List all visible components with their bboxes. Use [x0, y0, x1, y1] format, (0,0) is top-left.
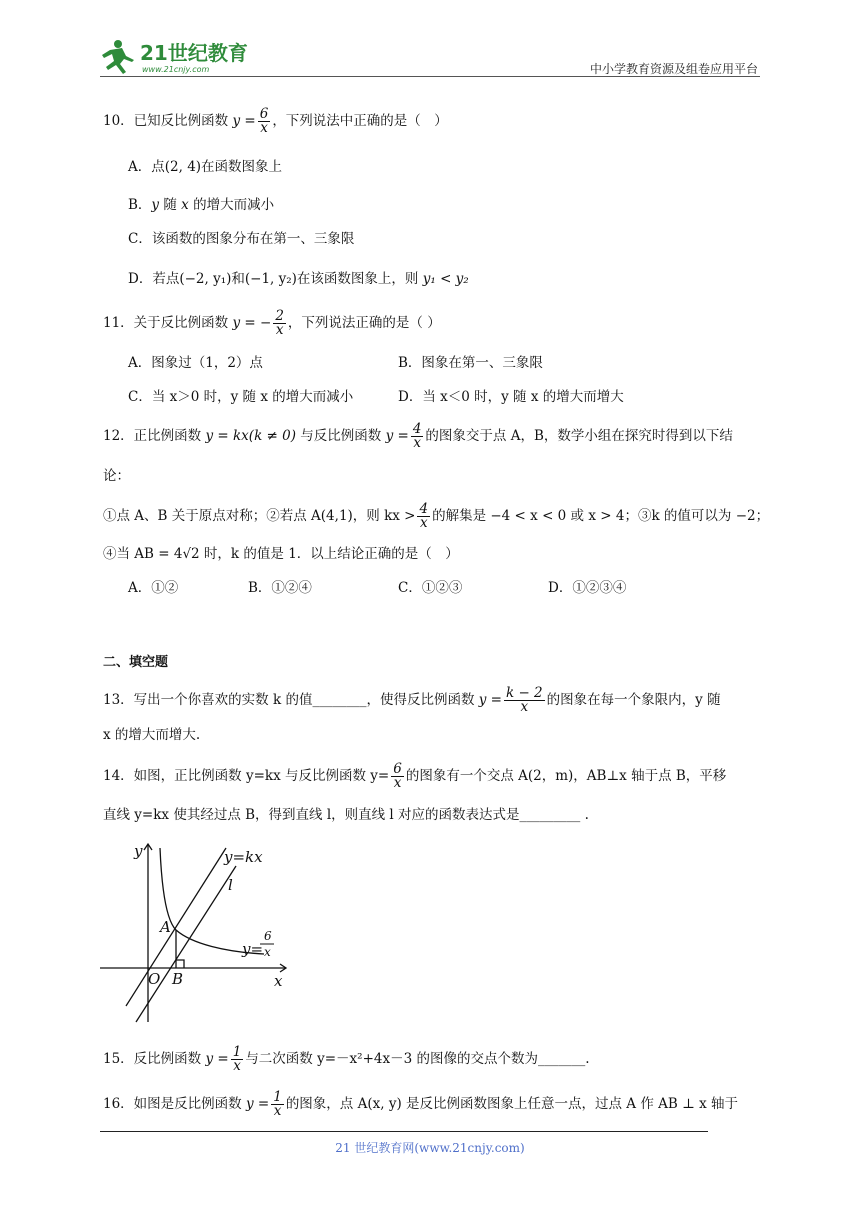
header-divider — [100, 76, 760, 77]
site-logo — [96, 34, 256, 78]
header-platform-text: 中小学教育资源及组卷应用平台 — [589, 62, 758, 76]
q10-option-c: C．该函数的图象分布在第一、三象限 — [128, 231, 355, 247]
label-A: A — [160, 918, 171, 936]
q12-option-a: A．①② — [128, 580, 179, 596]
logo-sub-text: www.21cnjy.com — [142, 65, 210, 74]
q11-option-d: D．当 x＜0 时，y 随 x 的增大而增大 — [398, 389, 624, 405]
line-l — [136, 866, 236, 1022]
q11-option-a: A．图象过（1，2）点 — [128, 355, 263, 371]
q11-stem: 11．关于反比例函数 y = − $\frac{2}{x}$ ，下列说法正确的是（ ） — [103, 308, 441, 338]
q16-stem: 16．如图是反比例函数 y = $\frac{1}{x}$ 的图象，点 A(x, y) 是反比例函数图象上任意一点，过点 A 作 AB ⊥ x 轴于 — [103, 1089, 738, 1119]
label-ykx: y=kx — [224, 848, 263, 866]
q10-option-b: B．y 随 x 的增大而减小 — [128, 197, 275, 213]
label-curve: y= — [242, 940, 264, 958]
q13-stem: 13．写出一个你喜欢的实数 k 的值________，使得反比例函数 y = $\frac{k - 2}{x}$ 的图象在每一个象限内，y 随 — [103, 685, 721, 715]
label-y: y — [134, 842, 143, 860]
right-angle-mark — [176, 960, 184, 968]
section-fill-in-title: 二、填空题 — [103, 655, 169, 670]
q14-stem-line2: 直线 y=kx 使其经过点 B，得到直线 l，则直线 l 对应的函数表达式是_________ . — [103, 807, 589, 823]
q11-option-c: C．当 x＞0 时，y 随 x 的增大而减小 — [128, 389, 354, 405]
label-B: B — [172, 970, 184, 988]
q12-option-d: D．①②③④ — [548, 580, 627, 596]
q12-stem-line4: ④当 AB = 4√2 时，k 的值是 1．以上结论正确的是（ ） — [103, 546, 459, 562]
q14-function-graph — [96, 836, 296, 1026]
q13-stem-line2: x 的增大而增大. — [103, 727, 201, 743]
q10-option-d: D．若点(−2, y₁)和(−1, y₂)在该函数图象上，则 y₁ < y₂ — [128, 271, 469, 287]
q12-option-c: C．①②③ — [398, 580, 463, 596]
q15-stem: 15．反比例函数 y = $\frac{1}{x}$ 与二次函数 y=－x²+4x－3 的图像的交点个数为_______. — [103, 1044, 590, 1074]
label-curve-num: 6 — [264, 929, 272, 943]
label-l: l — [228, 876, 233, 894]
q12-stem: 12．正比例函数 y = kx(k ≠ 0) 与反比例函数 y = $\frac{4}{x}$ 的图象交于点 A，B，数学小组在探究时得到以下结 — [103, 421, 733, 451]
q12-stem-line3: ①点 A、B 关于原点对称；②若点 A(4,1)，则 kx > $\frac{4}{x}$ 的解集是 −4 < x < 0 或 x > 4；③k 的值可以为 −2； — [103, 501, 770, 531]
q14-stem: 14．如图，正比例函数 y=kx 与反比例函数 y= $\frac{6}{x}$ 的图象有一个交点 A(2，m)，AB⊥x 轴于点 B，平移 — [103, 761, 727, 791]
footer-divider — [100, 1131, 708, 1132]
q12-option-b: B．①②④ — [248, 580, 312, 596]
label-curve-den: x — [264, 945, 271, 959]
q12-stem-line2: 论： — [103, 468, 130, 484]
label-x: x — [274, 972, 283, 990]
q10-stem: 10．已知反比例函数 y = $\frac{6}{x}$ ，下列说法中正确的是（ ） — [103, 106, 448, 136]
q11-option-b: B．图象在第一、三象限 — [398, 355, 543, 371]
label-O: O — [148, 970, 161, 988]
footer-site-link[interactable]: 21 世纪教育网(www.21cnjy.com) — [335, 1141, 525, 1155]
q10-option-a: A．点(2, 4)在函数图象上 — [128, 159, 283, 175]
logo-main-text: 21世纪教育 — [140, 41, 248, 65]
